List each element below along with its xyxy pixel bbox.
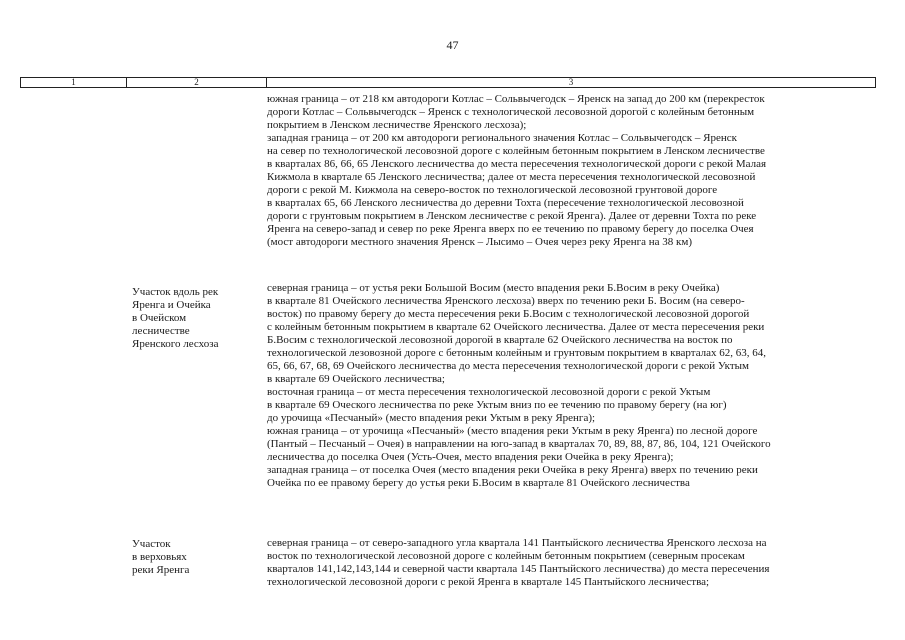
page-number: 47 <box>446 38 459 52</box>
table-row-3-boundary-text: северная граница – от северо-западного угла квартала 141 Пантыйского лесничества Яренского лесхоза на восток по технологической лесовозной дороге с колейным бетонным покрытием (северным просекам кварталов 141,142,143,144 и северной части квартала 145 Пантыйского лесничества) до места пересечения технологической лесовозной дороги с рекой Яренга в квартале 145 Пантыйского лесничества; <box>267 537 770 588</box>
table-row-2-area-name: Участок вдоль рек Яренга и Очейка в Очейском лесничестве Яренского лесхоза <box>132 286 219 350</box>
column-number-1: 1 <box>21 78 127 87</box>
table-header-row <box>20 77 876 88</box>
column-number-3: 3 <box>568 77 574 87</box>
table-row-2-boundary-text: северная граница – от устья реки Большой Восим (место впадения реки Б.Восим в реку Очейка) в квартале 81 Очейского лесничества Яренского лесхоза) вверх по течению реки Б. Восим (на северо- восток) по правому берегу до места пересечения реки Б.Восим с технологической лесовозной дорогой с колейным бетонным покрытием в квартале 62 Очейского лесничества. Далее от места пересечения реки Б.Восим с технологической лесовозной дорогой в квартале 62 Очейского лесничества на восток по технологической лезовозной дороге с бетонным колейным и грунтовым покрытием в кварталах 62, 63, 64, 65, 66, 67, 68, 69 Очейского лесничества до места пересечения технологической дороги с рекой Уктым в квартале 69 Очейского лесничества; восточная граница – от места пересечения технологической лесовозной дороги с рекой Уктым в квартале 69 Оческого лесничества по реке Уктым вниз по ее течению по правому берегу (на юг) до урочища «Песчаный» (место впадения реки Уктым в реку Яренга); южная граница – от урочища «Песчаный» (место впадения реки Уктым в реку Яренга) по лесной дороге (Пантый – Песчаный – Очея) в направлении на юго-запад в кварталах 70, 89, 88, 87, 86, 104, 121 Очейского лесничества до поселка Очея (Усть-Очея, место впадения реки Очейка в реку Яренга); западная граница – от поселка Очея (место впадения реки Очейка в реку Яренга) вверх по течению реки Очейка по ее правому берегу до устья реки Б.Восим в квартале 81 Очейского лесничества <box>267 282 771 489</box>
table-row-3-area-name: Участок в верховьях реки Яренга <box>132 538 190 576</box>
column-number-2: 2 <box>127 78 267 87</box>
table-row-1-boundary-text: южная граница – от 218 км автодороги Котлас – Сольвычегодск – Яренск на запад до 200 км (перекресток дороги Котлас – Сольвычегодск – Яренск с технологической лесовозной дорогой с колейным бетонным покрытием в Ленском лесничестве Яренского лесхоза); западная граница – от 200 км автодороги регионального значения Котлас – Сольвычегодск – Яренск на север по технологической лесовозной дороге с колейным бетонным покрытием в Ленском лесничестве в кварталах 86, 66, 65 Ленского лесничества до места пересечения технологической дороги с рекой Малая Кижмола в квартале 65 Ленского лесничества; далее от места пересечения технологической лесовозной дороги с рекой М. Кижмола на северо-восток по технологической лесовозной грунтовой дороге в кварталах 65, 66 Ленского лесничества до деревни Тохта (пересечение технологической лесовозной дороги с грунтовым покрытием в Ленском лесничестве с рекой Яренга). Далее от деревни Тохта по реке Яренга на северо-запад и север по реке Яренга вверх по ее течению по правому берегу до поселка Очея (мост автодороги местного значения Яренск – Лысимо – Очея через реку Яренга на 38 км) <box>267 93 767 248</box>
